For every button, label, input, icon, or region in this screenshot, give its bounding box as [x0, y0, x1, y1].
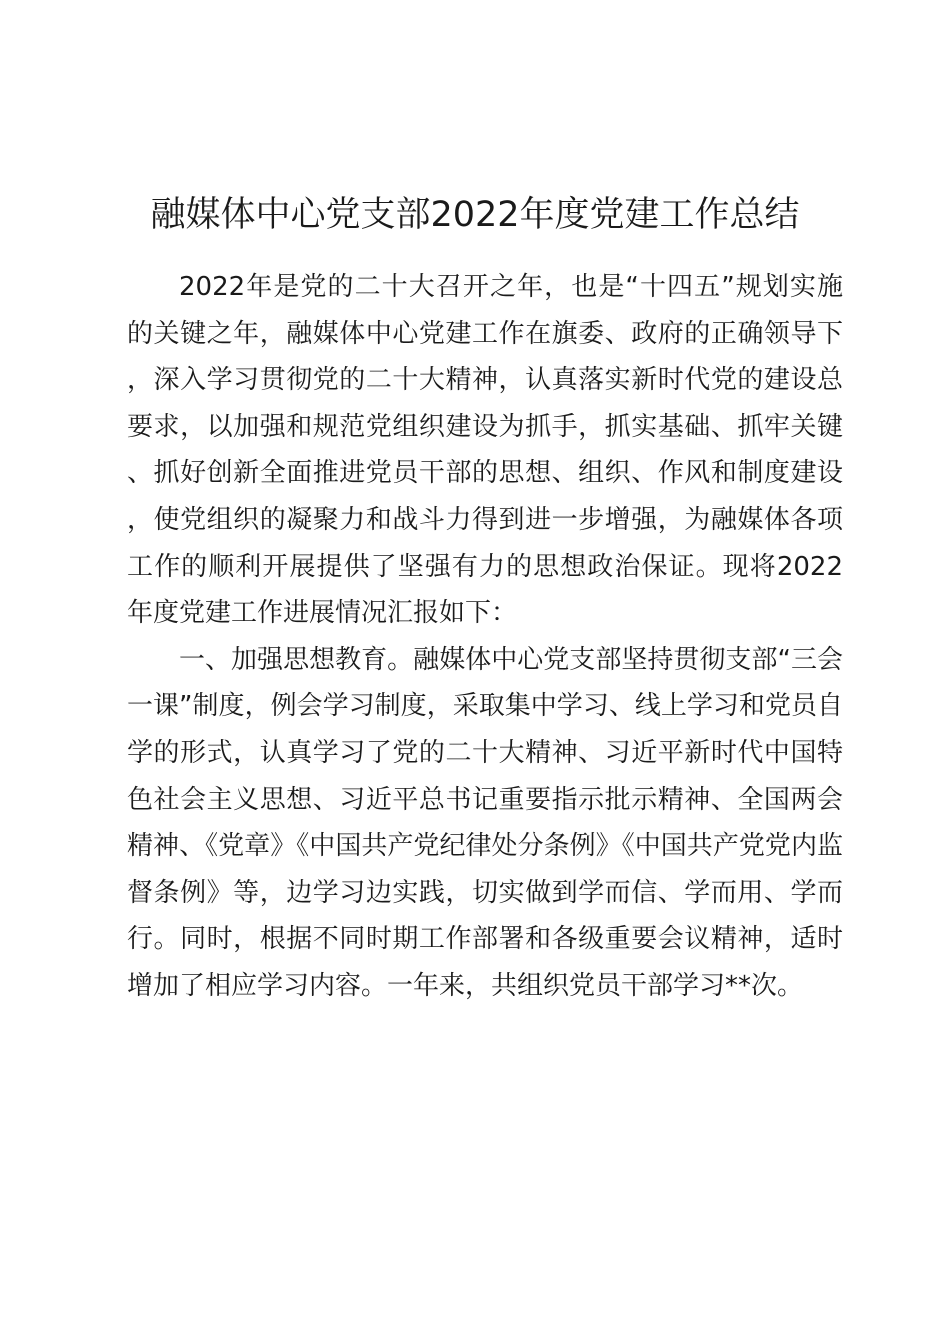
paragraph-intro: 2022年是党的二十大召开之年，也是“十四五”规划实施的关键之年，融媒体中心党建工作在旗委、政府的正确领导下，深入学习贯彻党的二十大精神，认真落实新时代党的建设总要求，以加强和规范党组织建设为抓手，抓实基础、抓牢关键、抓好创新全面推进党员干部的思想、组织、作风和制度建设，使党组织的凝聚力和战斗力得到进一步增强，为融媒体各项工作的顺利开展提供了坚强有力的思想政治保证。现将2022年度党建工作进展情况汇报如下： — [127, 272, 843, 629]
document-title: 融媒体中心党支部2022年度党建工作总结 — [150, 195, 800, 235]
paragraph-section-1: 一、加强思想教育。融媒体中心党支部坚持贯彻支部“三会一课”制度，例会学习制度，采取集中学习、线上学习和党员自学的形式，认真学习了党的二十大精神、习近平新时代中国特色社会主义思想、习近平总书记重要指示批示精神、全国两会精神、《党章》《中国共产党纪律处分条例》《中国共产党党内监督条例》等，边学习边实践，切实做到学而信、学而用、学而行。同时，根据不同时期工作部署和各级重要会议精神，适时增加了相应学习内容。一年来，共组织党员干部学习**次。 — [127, 644, 843, 1001]
document-body — [127, 264, 843, 1010]
